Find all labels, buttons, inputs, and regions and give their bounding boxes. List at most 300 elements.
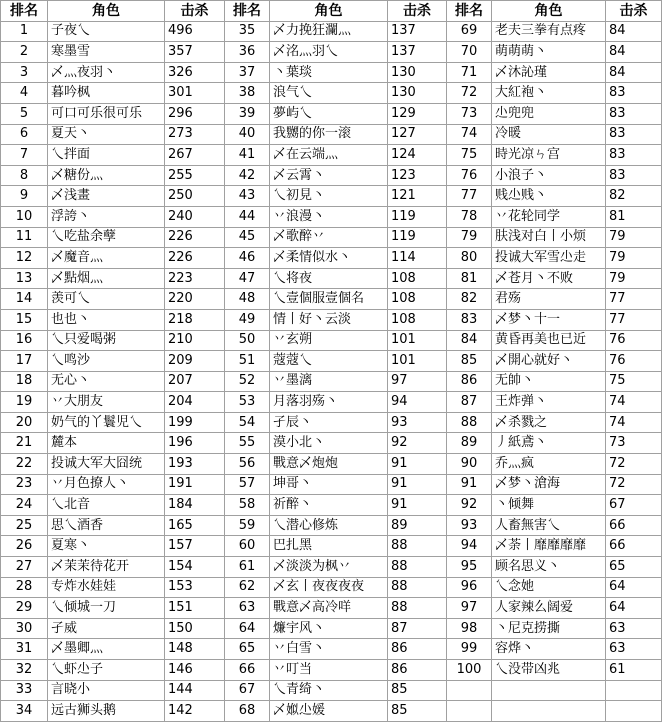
rank-cell: 96 — [447, 577, 492, 598]
kill-count-cell: 92 — [388, 433, 447, 454]
kill-count-cell: 108 — [388, 268, 447, 289]
table-row — [1, 371, 662, 392]
player-name-cell: 燫宇风丶 — [270, 618, 388, 639]
kill-count-cell: 148 — [165, 639, 225, 660]
rank-cell: 57 — [225, 474, 270, 495]
kill-count-cell: 84 — [606, 62, 662, 83]
rank-cell: 17 — [1, 351, 48, 372]
kill-count-cell: 79 — [606, 227, 662, 248]
kill-count-cell: 72 — [606, 474, 662, 495]
kill-count-cell: 151 — [165, 598, 225, 619]
player-name-cell: 乀潜心修炼 — [270, 515, 388, 536]
rank-cell: 16 — [1, 330, 48, 351]
rank-cell: 61 — [225, 557, 270, 578]
table-row — [1, 186, 662, 207]
kill-count-cell: 108 — [388, 289, 447, 310]
player-name-cell: 王炸弹丶 — [492, 392, 606, 413]
player-name-cell: 漠小北丶 — [270, 433, 388, 454]
rank-cell: 82 — [447, 289, 492, 310]
table-row — [1, 639, 662, 660]
kill-count-cell: 84 — [606, 21, 662, 42]
kill-count-cell: 86 — [388, 660, 447, 681]
rank-cell: 9 — [1, 186, 48, 207]
rank-cell: 2 — [1, 42, 48, 63]
rank-cell: 12 — [1, 248, 48, 269]
player-name-cell: 乄娰尐媛 — [270, 701, 388, 722]
player-name-cell: 小浪子丶 — [492, 165, 606, 186]
player-name-cell: 丷白雪丶 — [270, 639, 388, 660]
kill-count-cell: 83 — [606, 103, 662, 124]
rank-cell: 20 — [1, 412, 48, 433]
player-name-cell: 乀将夜 — [270, 268, 388, 289]
player-name-cell: 巴扎黑 — [270, 536, 388, 557]
table-row — [1, 618, 662, 639]
rank-cell: 67 — [225, 680, 270, 701]
rank-cell: 21 — [1, 433, 48, 454]
table-row — [1, 248, 662, 269]
kill-count-cell: 121 — [388, 186, 447, 207]
table-row — [1, 701, 662, 722]
player-name-cell: 孑威 — [48, 618, 165, 639]
rank-cell: 32 — [1, 660, 48, 681]
kill-count-cell: 74 — [606, 392, 662, 413]
kills-header: 击杀 — [606, 1, 662, 22]
kill-count-cell: 67 — [606, 495, 662, 516]
player-name-cell: 投诚大军大囧统 — [48, 454, 165, 475]
rank-cell: 40 — [225, 124, 270, 145]
rank-cell: 100 — [447, 660, 492, 681]
rank-cell: 46 — [225, 248, 270, 269]
rank-cell: 81 — [447, 268, 492, 289]
player-name-cell: 乀壹個服壹個名 — [270, 289, 388, 310]
rank-cell: 87 — [447, 392, 492, 413]
player-name-cell: 乄浅畫 — [48, 186, 165, 207]
rank-cell: 13 — [1, 268, 48, 289]
rank-cell: 84 — [447, 330, 492, 351]
player-name-cell: 蔻蔻乀 — [270, 351, 388, 372]
rank-cell: 11 — [1, 227, 48, 248]
rank-cell: 6 — [1, 124, 48, 145]
player-name-cell: 丷花轮同学 — [492, 206, 606, 227]
player-name-cell: 戰意乄高冷咩 — [270, 598, 388, 619]
player-name-cell: 乄梦丶十一 — [492, 309, 606, 330]
rank-cell: 98 — [447, 618, 492, 639]
player-name-cell: 丶尼克捞撕 — [492, 618, 606, 639]
player-name-cell: 顾名思义丶 — [492, 557, 606, 578]
kill-count-cell: 73 — [606, 433, 662, 454]
rank-header: 排名 — [447, 1, 492, 22]
player-name-cell: 乄糖份灬 — [48, 165, 165, 186]
rank-cell: 91 — [447, 474, 492, 495]
table-row — [1, 474, 662, 495]
kill-count-cell: 209 — [165, 351, 225, 372]
player-name-cell: 丷浪漫丶 — [270, 206, 388, 227]
rank-cell: 19 — [1, 392, 48, 413]
rank-cell: 51 — [225, 351, 270, 372]
kill-count-cell: 101 — [388, 351, 447, 372]
kill-count-cell: 146 — [165, 660, 225, 681]
rank-cell: 28 — [1, 577, 48, 598]
kill-count-cell: 63 — [606, 618, 662, 639]
kill-count-cell: 496 — [165, 21, 225, 42]
rank-cell: 77 — [447, 186, 492, 207]
player-name-cell: 月落羽殇丶 — [270, 392, 388, 413]
player-name-cell: 无帥丶 — [492, 371, 606, 392]
kill-count-cell: 91 — [388, 454, 447, 475]
player-name-cell: 人家辣么阔爱 — [492, 598, 606, 619]
player-name-cell: 无心丶 — [48, 371, 165, 392]
kill-count-cell: 88 — [388, 577, 447, 598]
rank-cell: 30 — [1, 618, 48, 639]
rank-cell: 37 — [225, 62, 270, 83]
player-name-cell: 黄昏再美也已近 — [492, 330, 606, 351]
kill-count-cell: 86 — [388, 639, 447, 660]
header-row — [1, 1, 662, 22]
table-row — [1, 103, 662, 124]
kill-count-cell: 64 — [606, 598, 662, 619]
player-name-cell: 乄點烟灬 — [48, 268, 165, 289]
rank-header: 排名 — [225, 1, 270, 22]
kill-count-cell: 196 — [165, 433, 225, 454]
rank-cell: 3 — [1, 62, 48, 83]
kill-count-cell: 250 — [165, 186, 225, 207]
kill-count-cell: 204 — [165, 392, 225, 413]
kill-count-cell: 74 — [606, 412, 662, 433]
kill-count-cell: 144 — [165, 680, 225, 701]
player-name-cell: 乄魔音灬 — [48, 248, 165, 269]
rank-cell: 74 — [447, 124, 492, 145]
player-name-cell: 麓本 — [48, 433, 165, 454]
player-name-cell: 远古狮头鹅 — [48, 701, 165, 722]
player-name-cell: 君殇 — [492, 289, 606, 310]
player-name-cell: 乄荼丨靡靡靡靡 — [492, 536, 606, 557]
kill-count-cell: 79 — [606, 248, 662, 269]
player-name-cell: 奶气的丫鬟児乀 — [48, 412, 165, 433]
kill-count-cell: 81 — [606, 206, 662, 227]
kill-count-cell: 75 — [606, 371, 662, 392]
kill-count-cell: 154 — [165, 557, 225, 578]
kill-count-cell: 165 — [165, 515, 225, 536]
player-name-cell — [492, 680, 606, 701]
player-name-cell: 乀没带凶兆 — [492, 660, 606, 681]
rank-cell: 5 — [1, 103, 48, 124]
kill-count-cell: 88 — [388, 557, 447, 578]
kill-count-cell: 130 — [388, 62, 447, 83]
table-row — [1, 660, 662, 681]
kill-count-cell: 93 — [388, 412, 447, 433]
rank-cell: 34 — [1, 701, 48, 722]
player-name-cell: 暮吟枫 — [48, 83, 165, 104]
player-name-cell: 浪气乀 — [270, 83, 388, 104]
kill-count-cell — [606, 680, 662, 701]
player-name-cell: 丶葉琰 — [270, 62, 388, 83]
rank-cell: 26 — [1, 536, 48, 557]
player-name-cell: 乀念她 — [492, 577, 606, 598]
rank-cell: 75 — [447, 145, 492, 166]
kill-count-cell: 94 — [388, 392, 447, 413]
kill-count-cell: 72 — [606, 454, 662, 475]
rank-cell: 71 — [447, 62, 492, 83]
kill-count-cell: 91 — [388, 495, 447, 516]
rank-cell: 59 — [225, 515, 270, 536]
player-name-cell: 羡可乀 — [48, 289, 165, 310]
player-name-cell: 乀拌面 — [48, 145, 165, 166]
player-name-cell: 乀鸣沙 — [48, 351, 165, 372]
player-name-cell: 丿紙鳶丶 — [492, 433, 606, 454]
table-row — [1, 165, 662, 186]
table-row — [1, 680, 662, 701]
kill-count-cell: 76 — [606, 330, 662, 351]
player-name-cell: 老夫三拳有点疼 — [492, 21, 606, 42]
kill-count-cell: 108 — [388, 309, 447, 330]
rank-cell: 89 — [447, 433, 492, 454]
table-row — [1, 227, 662, 248]
rank-cell: 72 — [447, 83, 492, 104]
rank-cell: 83 — [447, 309, 492, 330]
player-name-cell: 乄力挽狂瀾灬 — [270, 21, 388, 42]
kill-count-cell: 84 — [606, 42, 662, 63]
table-row — [1, 515, 662, 536]
rank-cell: 55 — [225, 433, 270, 454]
table-row — [1, 268, 662, 289]
table-row — [1, 330, 662, 351]
kill-count-cell: 119 — [388, 206, 447, 227]
kill-count-cell: 89 — [388, 515, 447, 536]
player-name-cell: 乀吃盐余孽 — [48, 227, 165, 248]
rank-cell: 53 — [225, 392, 270, 413]
player-name-cell: 乀北音 — [48, 495, 165, 516]
rank-cell: 33 — [1, 680, 48, 701]
rank-cell: 15 — [1, 309, 48, 330]
rank-cell: 64 — [225, 618, 270, 639]
player-name-cell: 乀只爱喝粥 — [48, 330, 165, 351]
player-name-cell: 乀倾城一刀 — [48, 598, 165, 619]
player-name-cell: 大紅袍丶 — [492, 83, 606, 104]
player-name-cell: 丷叮当 — [270, 660, 388, 681]
rank-cell: 66 — [225, 660, 270, 681]
rank-cell: 85 — [447, 351, 492, 372]
rank-cell: 88 — [447, 412, 492, 433]
rank-cell: 86 — [447, 371, 492, 392]
player-name-cell: 萌萌萌丶 — [492, 42, 606, 63]
rank-cell: 97 — [447, 598, 492, 619]
kill-count-cell: 199 — [165, 412, 225, 433]
rank-cell: 45 — [225, 227, 270, 248]
kill-count-cell: 88 — [388, 598, 447, 619]
player-name-cell: 乄云霄丶 — [270, 165, 388, 186]
kill-count-cell: 87 — [388, 618, 447, 639]
kill-count-cell: 223 — [165, 268, 225, 289]
rank-cell: 62 — [225, 577, 270, 598]
kill-count-cell: 83 — [606, 124, 662, 145]
kill-count-cell: 240 — [165, 206, 225, 227]
name-header: 角色 — [270, 1, 388, 22]
rank-cell: 29 — [1, 598, 48, 619]
player-name-cell: 专炸水娃娃 — [48, 577, 165, 598]
kill-count-cell: 82 — [606, 186, 662, 207]
kill-count-cell: 326 — [165, 62, 225, 83]
player-name-cell: 戰意乄炮炮 — [270, 454, 388, 475]
kills-header: 击杀 — [388, 1, 447, 22]
rank-cell: 10 — [1, 206, 48, 227]
kill-count-cell: 83 — [606, 165, 662, 186]
rank-cell: 22 — [1, 454, 48, 475]
table-body — [1, 21, 662, 721]
player-name-cell: 丶倾舞 — [492, 495, 606, 516]
player-name-cell: 乄淡淡为枫丷 — [270, 557, 388, 578]
kill-count-cell: 273 — [165, 124, 225, 145]
kill-count-cell: 64 — [606, 577, 662, 598]
player-name-cell: 乄杀戮之 — [492, 412, 606, 433]
rank-cell: 25 — [1, 515, 48, 536]
player-name-cell: 丷月色撩人丶 — [48, 474, 165, 495]
rank-cell: 47 — [225, 268, 270, 289]
kill-count-cell: 123 — [388, 165, 447, 186]
rank-cell: 78 — [447, 206, 492, 227]
rank-cell: 65 — [225, 639, 270, 660]
player-name-cell: 夢屿乀 — [270, 103, 388, 124]
player-name-cell — [492, 701, 606, 722]
player-name-cell: 乄苍月丶不败 — [492, 268, 606, 289]
player-name-cell: 時光凉ㄣ宫 — [492, 145, 606, 166]
kill-count-cell: 129 — [388, 103, 447, 124]
kill-count-cell: 137 — [388, 42, 447, 63]
rank-cell: 49 — [225, 309, 270, 330]
rank-cell: 79 — [447, 227, 492, 248]
rank-cell: 35 — [225, 21, 270, 42]
kill-count-cell: 124 — [388, 145, 447, 166]
kill-count-cell: 101 — [388, 330, 447, 351]
rank-cell: 70 — [447, 42, 492, 63]
rank-cell — [447, 680, 492, 701]
player-name-cell: 丷大朋友 — [48, 392, 165, 413]
player-name-cell: 容烨丶 — [492, 639, 606, 660]
player-name-cell: 人畜無害乀 — [492, 515, 606, 536]
kill-count-cell: 83 — [606, 145, 662, 166]
player-name-cell: 乄玄丨夜夜夜夜 — [270, 577, 388, 598]
table-row — [1, 557, 662, 578]
table-row — [1, 206, 662, 227]
player-name-cell: 乄梦丶滄海 — [492, 474, 606, 495]
rank-cell: 14 — [1, 289, 48, 310]
kill-count-cell: 119 — [388, 227, 447, 248]
rank-cell: 54 — [225, 412, 270, 433]
rank-cell: 31 — [1, 639, 48, 660]
kill-count-cell: 357 — [165, 42, 225, 63]
table-row — [1, 83, 662, 104]
player-name-cell: 可口可乐很可乐 — [48, 103, 165, 124]
kill-count-cell: 79 — [606, 268, 662, 289]
kill-count-cell: 66 — [606, 515, 662, 536]
rank-cell: 4 — [1, 83, 48, 104]
player-name-cell: 乄沐訫瑾 — [492, 62, 606, 83]
player-name-cell: 乀虾尐子 — [48, 660, 165, 681]
player-name-cell: 乄歌醉丷 — [270, 227, 388, 248]
player-name-cell: 乄開心就好丶 — [492, 351, 606, 372]
player-name-cell: 乄墨卿灬 — [48, 639, 165, 660]
player-name-cell: 夏寒丶 — [48, 536, 165, 557]
rank-cell: 27 — [1, 557, 48, 578]
kill-count-cell: 97 — [388, 371, 447, 392]
table-row — [1, 42, 662, 63]
table-row — [1, 577, 662, 598]
rank-cell: 73 — [447, 103, 492, 124]
player-name-cell: 乄洺灬羽乀 — [270, 42, 388, 63]
rank-cell: 80 — [447, 248, 492, 269]
kill-count-cell: 301 — [165, 83, 225, 104]
rank-cell: 93 — [447, 515, 492, 536]
rank-cell: 69 — [447, 21, 492, 42]
player-name-cell: 坤哥丶 — [270, 474, 388, 495]
player-name-cell: 乔灬疯 — [492, 454, 606, 475]
kill-count-cell: 114 — [388, 248, 447, 269]
rank-cell: 24 — [1, 495, 48, 516]
table-row — [1, 392, 662, 413]
kill-count-cell: 61 — [606, 660, 662, 681]
player-name-cell: 丷玄朔 — [270, 330, 388, 351]
player-name-cell: 贱尐贱丶 — [492, 186, 606, 207]
rank-cell: 52 — [225, 371, 270, 392]
rank-cell: 1 — [1, 21, 48, 42]
rank-cell: 48 — [225, 289, 270, 310]
kill-count-cell: 226 — [165, 248, 225, 269]
kill-count-cell: 76 — [606, 351, 662, 372]
rank-cell: 39 — [225, 103, 270, 124]
table-row — [1, 289, 662, 310]
player-name-cell: 乀初見丶 — [270, 186, 388, 207]
player-name-cell: 我嬲的你一滚 — [270, 124, 388, 145]
rank-cell: 8 — [1, 165, 48, 186]
player-name-cell: 祈醉丶 — [270, 495, 388, 516]
kill-count-cell: 85 — [388, 701, 447, 722]
rank-cell: 23 — [1, 474, 48, 495]
rank-cell: 76 — [447, 165, 492, 186]
rank-cell: 63 — [225, 598, 270, 619]
kill-count-cell: 184 — [165, 495, 225, 516]
kill-count-cell: 63 — [606, 639, 662, 660]
kill-count-cell: 191 — [165, 474, 225, 495]
kill-count-cell: 88 — [388, 536, 447, 557]
rank-cell: 50 — [225, 330, 270, 351]
kill-count-cell: 210 — [165, 330, 225, 351]
kill-count-cell: 83 — [606, 83, 662, 104]
kill-count-cell: 85 — [388, 680, 447, 701]
rank-cell: 56 — [225, 454, 270, 475]
kill-count-cell: 66 — [606, 536, 662, 557]
table-row — [1, 21, 662, 42]
player-name-cell: 孑辰丶 — [270, 412, 388, 433]
rank-cell: 38 — [225, 83, 270, 104]
player-name-cell: 言晓小 — [48, 680, 165, 701]
rank-cell: 95 — [447, 557, 492, 578]
player-name-cell: 乄灬夜羽丶 — [48, 62, 165, 83]
kill-count-cell: 77 — [606, 289, 662, 310]
name-header: 角色 — [48, 1, 165, 22]
kill-count-cell: 207 — [165, 371, 225, 392]
kill-count-cell: 193 — [165, 454, 225, 475]
kill-count-cell: 65 — [606, 557, 662, 578]
kill-count-cell: 77 — [606, 309, 662, 330]
player-name-cell: 肤浅对白丨小烦 — [492, 227, 606, 248]
rank-cell: 68 — [225, 701, 270, 722]
rank-cell: 42 — [225, 165, 270, 186]
table-row — [1, 351, 662, 372]
rank-cell: 43 — [225, 186, 270, 207]
player-name-cell: 夏天丶 — [48, 124, 165, 145]
kill-count-cell: 150 — [165, 618, 225, 639]
table-row — [1, 598, 662, 619]
player-name-cell: 丷墨漓 — [270, 371, 388, 392]
